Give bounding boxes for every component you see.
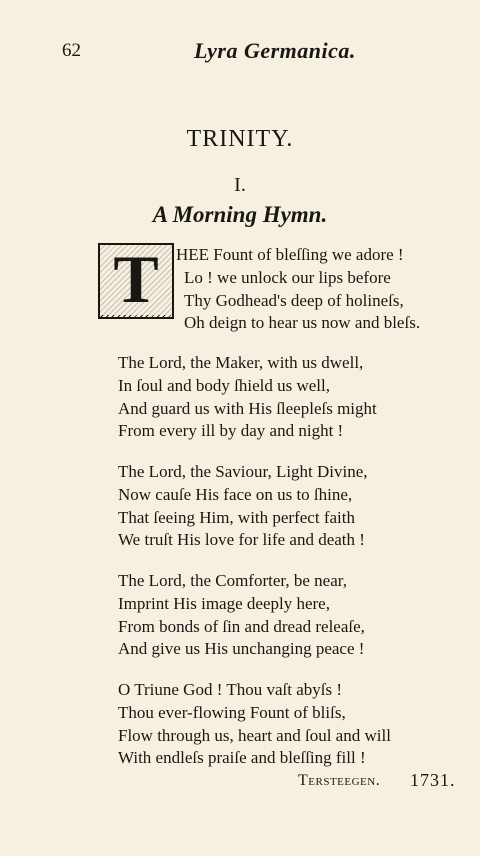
- stanza-3-line-3: That ſeeing Him, with perfect faith: [118, 508, 355, 527]
- stanza-4-line-1: The Lord, the Comforter, be near,: [118, 571, 347, 590]
- stanza-5-line-1: O Triune God ! Thou vaſt abyſs !: [118, 680, 342, 699]
- stanza-1-line-1: HEE Fount of bleſſing we adore !: [176, 245, 404, 264]
- dropcap-letter: T: [100, 243, 172, 315]
- hymn-title: A Morning Hymn.: [152, 202, 328, 227]
- stanza-4-line-2: Imprint His image deeply here,: [118, 594, 330, 613]
- page-number: 62: [62, 40, 81, 61]
- section-title: TRINITY.: [186, 126, 294, 152]
- stanza-3-line-2: Now cauſe His face on us to ſhine,: [118, 485, 353, 504]
- stanza-4-line-4: And give us His unchanging peace !: [118, 639, 365, 658]
- stanza-1-line-4: Oh deign to hear us now and bleſs.: [184, 313, 421, 332]
- book-title: Lyra Germanica.: [194, 38, 356, 63]
- stanza-5-line-2: Thou ever-flowing Fount of bliſs,: [118, 703, 346, 722]
- stanza-3-line-1: The Lord, the Saviour, Light Divine,: [118, 462, 368, 481]
- running-head: [62, 40, 454, 68]
- stanza-1-line-2: Lo ! we unlock our lips before: [184, 268, 391, 287]
- author-attribution: Tersteegen.: [298, 772, 381, 789]
- hymn-year: 1731.: [410, 770, 456, 790]
- hymn-number: I.: [234, 174, 246, 196]
- stanza-4-line-3: From bonds of ſin and dread releaſe,: [118, 617, 365, 636]
- stanza-2-line-4: From every ill by day and night !: [118, 421, 344, 440]
- stanza-2-line-1: The Lord, the Maker, with us dwell,: [118, 353, 364, 372]
- stanza-5-line-3: Flow through us, heart and ſoul and will: [118, 726, 391, 745]
- stanza-2-line-2: In ſoul and body ſhield us well,: [118, 376, 331, 395]
- stanza-5-line-4: With endleſs praiſe and bleſſing fill !: [118, 748, 366, 767]
- stanza-1-line-3: Thy Godhead's deep of holineſs,: [184, 291, 404, 310]
- stanza-3-line-4: We truſt His love for life and death !: [118, 530, 365, 549]
- stanza-2-line-3: And guard us with His ſleepleſs might: [118, 399, 377, 418]
- decorated-dropcap: [98, 243, 174, 319]
